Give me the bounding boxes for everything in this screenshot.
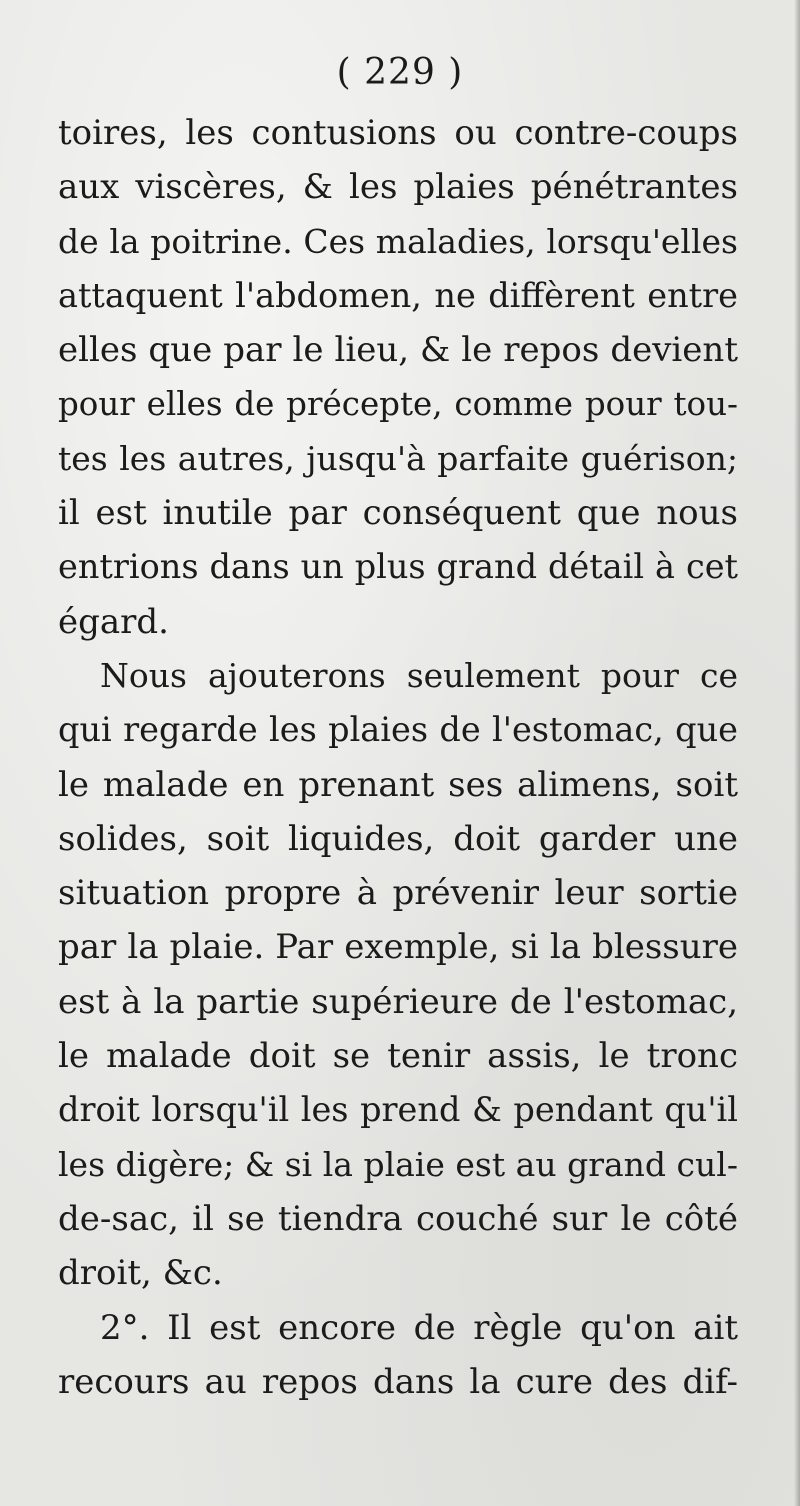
text-line: de-sac, il se tiendra couché sur le côté (58, 1198, 738, 1239)
text-line: toires, les contusions ou contre-coups (58, 113, 738, 153)
text-line: le malade doit se tenir assis, le tronc (58, 1036, 738, 1077)
text-line: attaquent l'abdomen, ne diffèrent entre (58, 275, 738, 315)
text-line: les digère; & si la plaie est au grand cul- (58, 1144, 738, 1184)
text-line: tes les autres, jusqu'à parfaite guérison; (58, 438, 738, 478)
text-line: situation propre à prévenir leur sortie (58, 873, 738, 914)
text-line: par la plaie. Par exemple, si la blessure (58, 927, 738, 968)
text-line: égard. (58, 601, 169, 642)
page-edge-shadow (794, 0, 800, 1506)
text-line: recours au repos dans la cure des dif- (58, 1361, 738, 1402)
text-line: elles que par le lieu, & le repos devient (58, 330, 738, 371)
text-line: le malade en prenant ses alimens, soit (58, 764, 738, 805)
text-line: il est inutile par conséquent que nous (58, 493, 738, 534)
page-number: ( 229 ) (336, 52, 464, 93)
text-line: droit lorsqu'il les prend & pendant qu'il (58, 1090, 738, 1130)
body-text (58, 106, 738, 1409)
text-line: qui regarde les plaies de l'estomac, que (58, 710, 738, 750)
text-line: pour elles de précepte, comme pour tou- (58, 385, 738, 424)
text-line: aux viscères, & les plaies pénétrantes (58, 167, 738, 208)
text-line: Nous ajouterons seulement pour ce (100, 655, 738, 695)
text-line: droit, &c. (58, 1253, 223, 1294)
text-line: de la poitrine. Ces maladies, lorsqu'elles (58, 221, 738, 261)
text-line: est à la partie supérieure de l'estomac, (58, 981, 738, 1022)
text-line: entrions dans un plus grand détail à cet (58, 547, 738, 587)
text-line: 2°. Il est encore de règle qu'on ait (100, 1307, 738, 1348)
text-line: solides, soit liquides, doit garder une (58, 818, 738, 859)
